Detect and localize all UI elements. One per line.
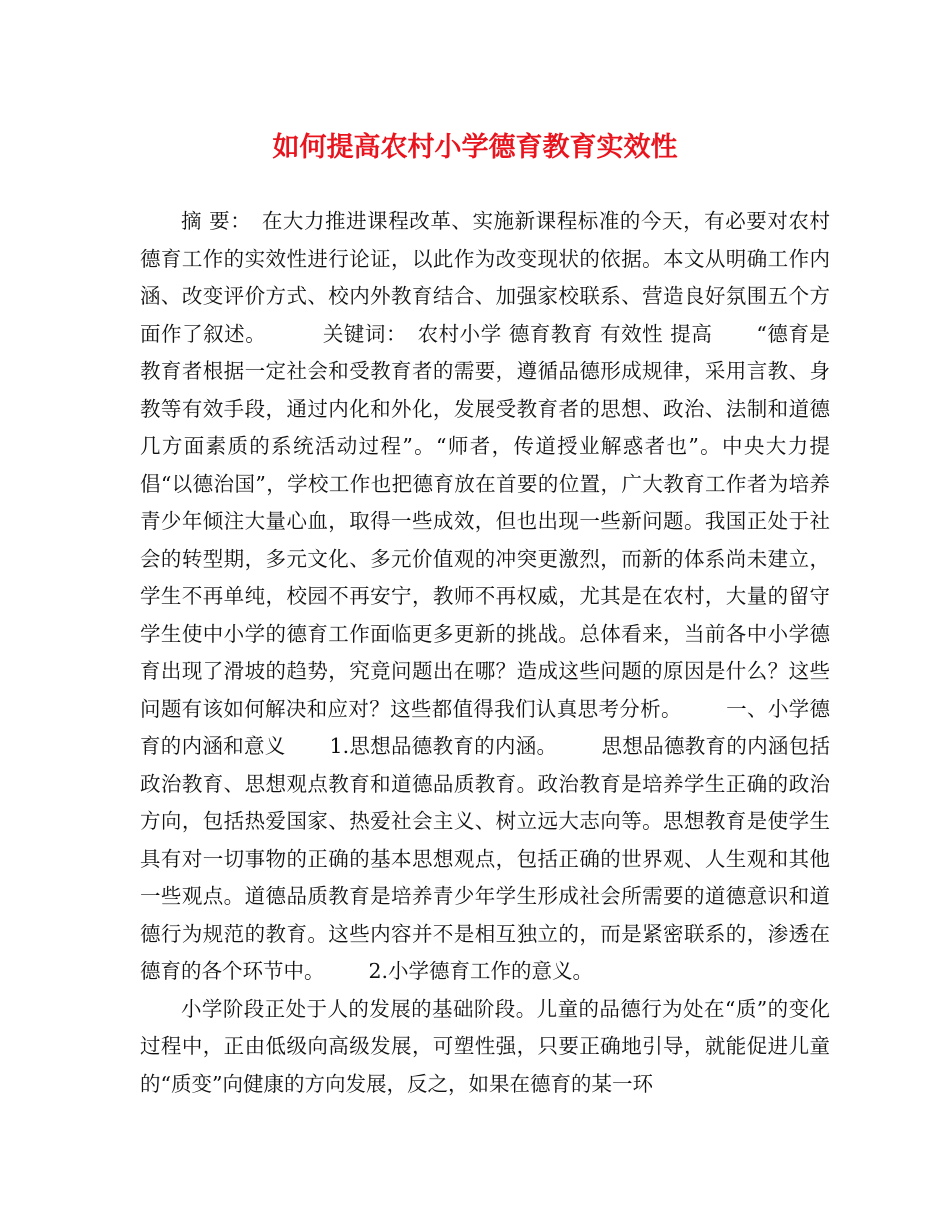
abstract-paragraph (140, 203, 830, 991)
body-paragraph-2: 小学阶段正处于人的发展的基础阶段。儿童的品德行为处在“质”的变化过程中，正由低级向高级发展，可塑性强，只要正确地引导，就能促进儿童的“质变”向健康的方向发展，反之，如果在德育的某一环 (140, 996, 830, 1096)
section-heading: 一、小学德育的内涵和意义 (140, 696, 831, 758)
abstract-text: 在大力推进课程改革、实施新课程标准的今天，有必要对农村德育工作的实效性进行论证，以此作为改变现状的依据。本文从明确工作内涵、改变评价方式、校内外教育结合、加强家校联系、营造良好氛围五个方面作了叙述。 (140, 209, 830, 346)
keywords-label: 关键词： (322, 321, 408, 346)
subsection-text-1: 思想品德教育的内涵包括政治教育、思想观点教育和道德品质教育。政治教育是培养学生正确的政治方向，包括热爱国家、热爱社会主义、树立远大志向等。思想教育是使学生具有对一切事物的正确的基本思想观点，包括正确的世界观、人生观和其他一些观点。道德品质教育是培养青少年学生形成社会所需要的道德意识和道德行为规范的教育。这些内容并不是相互独立的，而是紧密联系的，渗透在德育的各个环节中。 (140, 734, 831, 983)
abstract-label: 摘 要： (181, 209, 252, 233)
subsection-heading-1: 1.思想品德教育的内涵。 (329, 734, 558, 758)
document-title: 如何提高农村小学德育教育实效性 (272, 132, 678, 163)
intro-text: “德育是教育者根据一定社会和受教育者的需要，遵循品德形成规律，采用言教、身教等有效手段，通过内化和外化，发展受教育者的思想、政治、法制和道德几方面素质的系统活动过程”。“师者，传道授业解惑者也”。中央大力提倡“以德治国”，学校工作也把德育放在首要的位置，广大教育工作者为培养青少年倾注大量心血，取得一些成效，但也出现一些新问题。我国正处于社会的转型期，多元文化、多元价值观的冲突更激烈，而新的体系尚未建立，学生不再单纯，校园不再安宁，教师不再权威，尤其是在农村，大量的留守学生使中小学的德育工作面临更多更新的挑战。总体看来，当前各中小学德育出现了滑坡的趋势，究竟问题出在哪？造成这些问题的原因是什么？这些问题有该如何解决和应对？这些都值得我们认真思考分析。 (140, 321, 830, 721)
subsection-heading-2: 2.小学德育工作的意义。 (368, 959, 594, 983)
document-body (140, 203, 830, 1103)
keywords-text: 农村小学 德育教育 有效性 提高 (417, 321, 713, 346)
